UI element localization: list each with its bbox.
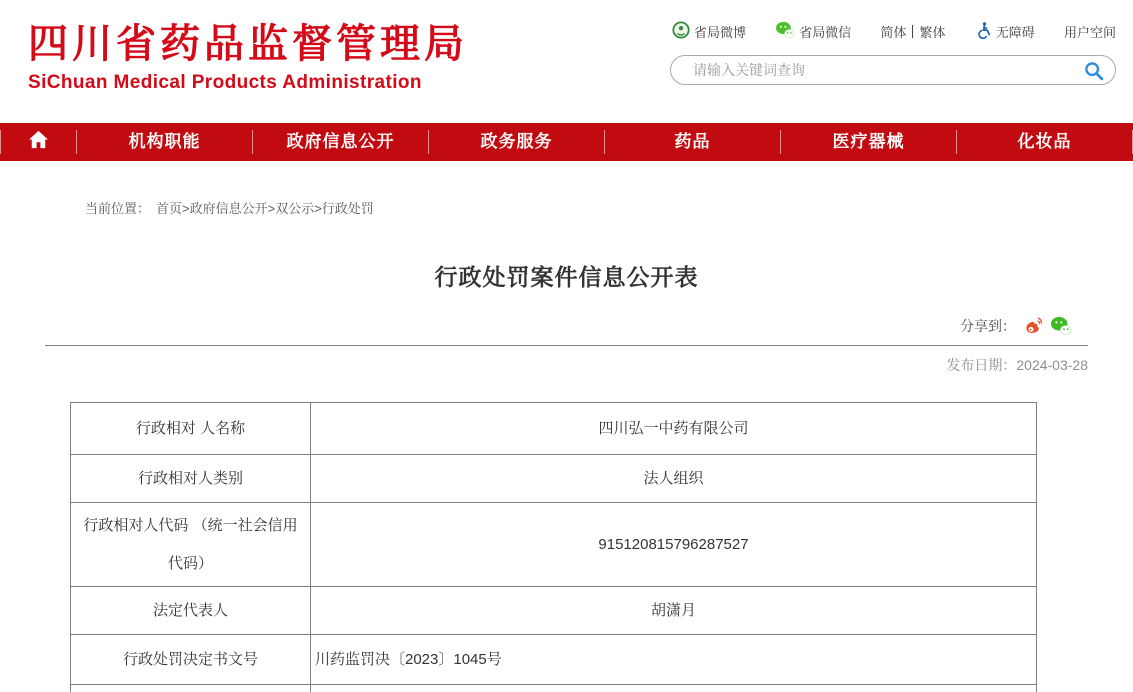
site-logo[interactable] [28, 18, 468, 96]
row-value [311, 685, 1037, 692]
publish-date-label: 发布日期： [946, 357, 1017, 373]
main-content [45, 198, 1088, 692]
nav-item-gov-services[interactable]: 政务服务 [480, 132, 553, 151]
page-title: 行政处罚案件信息公开表 [434, 264, 699, 290]
main-nav [0, 123, 1133, 161]
table-row-legal-representative [71, 587, 1037, 635]
language-switch [880, 22, 945, 41]
nav-item-gov-info-disclosure[interactable]: 政府信息公开 [286, 132, 395, 151]
row-label: 行政相对 人名称 [71, 403, 311, 455]
user-space-label: 用户空间 [1063, 24, 1116, 40]
row-value: 法人组织 [311, 455, 1037, 503]
nav-item-drugs[interactable]: 药品 [674, 132, 711, 151]
row-label [71, 685, 311, 692]
site-title-en: SiChuan Medical Products Administration [28, 72, 422, 93]
row-value: 四川弘一中药有限公司 [311, 403, 1037, 455]
row-label: 行政相对人代码 （统一社会信用代码） [71, 503, 311, 587]
quick-links [670, 20, 1118, 42]
accessibility-link[interactable] [975, 21, 1035, 42]
wechat-link-label: 省局微信 [799, 24, 852, 40]
breadcrumb-label: 当前位置： [85, 201, 151, 216]
language-divider [912, 25, 913, 38]
row-label: 行政相对人类别 [71, 455, 311, 503]
table-row-clipped [71, 685, 1037, 692]
nav-item-cosmetics[interactable]: 化妆品 [1017, 132, 1072, 151]
nav-item-agency-functions[interactable]: 机构职能 [128, 132, 201, 151]
row-value: 川药监罚决〔2023〕1045号 [311, 635, 1037, 685]
accessibility-icon [975, 21, 992, 42]
search-button[interactable] [1083, 60, 1105, 82]
share-row [45, 316, 1088, 336]
table-row-credit-code [71, 503, 1037, 587]
wechat-icon [775, 21, 795, 42]
share-wechat-icon[interactable] [1050, 316, 1072, 336]
row-value: 胡潇月 [311, 587, 1037, 635]
user-space-link[interactable] [1064, 22, 1116, 41]
penalty-info-table [70, 402, 1037, 692]
search-input[interactable] [693, 57, 1073, 83]
simplified-chinese-link[interactable]: 简体 [880, 24, 907, 40]
traditional-chinese-link[interactable]: 繁体 [919, 24, 946, 40]
share-label: 分享到： [960, 318, 1016, 334]
table-row-party-name [71, 403, 1037, 455]
home-icon [28, 130, 49, 154]
share-weibo-icon[interactable] [1022, 316, 1044, 336]
weibo-link-label: 省局微博 [694, 24, 747, 40]
search-icon [1083, 70, 1105, 85]
site-title-cn: 四川省药品监督管理局 [28, 22, 468, 66]
content-divider [45, 345, 1088, 346]
row-value: 915120815796287527 [311, 503, 1037, 587]
wechat-link[interactable] [775, 21, 851, 42]
header-tools [670, 20, 1118, 85]
row-label: 行政处罚决定书文号 [71, 635, 311, 685]
table-row-decision-number [71, 635, 1037, 685]
publish-date-value: 2024-03-28 [1016, 357, 1088, 373]
publish-date-row [45, 355, 1088, 375]
search-box [670, 55, 1116, 85]
breadcrumb [85, 198, 1088, 217]
table-row-party-type [71, 455, 1037, 503]
site-header [0, 0, 1133, 123]
weibo-badge-icon [672, 21, 690, 42]
accessibility-link-label: 无障碍 [995, 24, 1035, 40]
nav-item-medical-devices[interactable]: 医疗器械 [832, 132, 905, 151]
weibo-link[interactable] [672, 21, 746, 42]
row-label: 法定代表人 [71, 587, 311, 635]
breadcrumb-path[interactable]: 首页>政府信息公开>双公示>行政处罚 [156, 201, 374, 216]
nav-home[interactable] [1, 123, 76, 161]
